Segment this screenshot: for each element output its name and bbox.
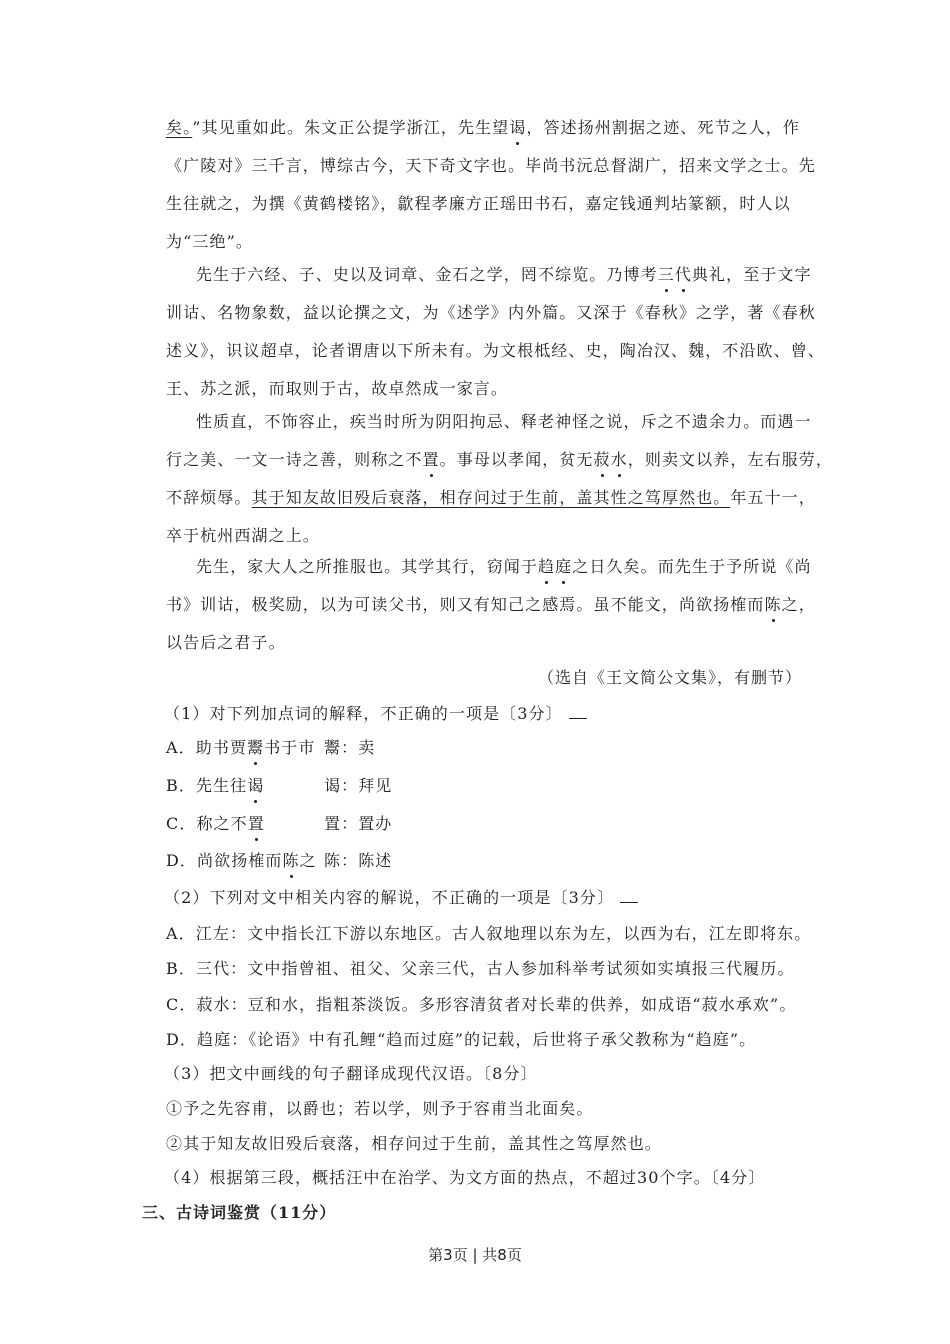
question-2-option-a: A．江左：文中指长江下游以东地区。古人叙地理以东为左，以西为右，江左即将东。 xyxy=(166,924,812,943)
source-citation: （选自《王文简公文集》，有删节） xyxy=(537,668,802,687)
passage-p3-line3: 不辞烦辱。其于知友故旧殁后衰落，相存问过于生前，盖其性之笃厚然也。年五十一， xyxy=(166,488,816,507)
passage-p2-line3: 述义》，识议超卓，论者谓唐以下所未有。为文根柢经、史，陶冶汉、魏，不沿欧、曾、 xyxy=(166,341,825,360)
answer-blank[interactable] xyxy=(569,704,587,719)
passage-p3-line4: 卒于杭州西湖之上。 xyxy=(166,526,320,545)
question-3-item-2: ②其于知友故旧殁后衰落，相存问过于生前，盖其性之笃厚然也。 xyxy=(166,1134,662,1153)
emphasis-dot-char: 菽 xyxy=(593,450,611,469)
passage-p1-line2: 《广陵对》三千言，博综古今，天下奇文字也。毕尚书沅总督湖广，招来文学之士。先 xyxy=(166,156,816,175)
answer-blank[interactable] xyxy=(620,888,638,903)
section-heading: 三、古诗词鉴赏（11分） xyxy=(142,1203,337,1222)
question-1-option-a: A．助书贾鬻书于市 鬻：卖 xyxy=(166,738,376,757)
page-footer: 第3页 | 共8页 xyxy=(428,1246,522,1264)
question-1-stem: （1）对下列加点词的解释，不正确的一项是〔3分〕 xyxy=(164,704,587,724)
question-2-option-d: D．趋庭：《论语》中有孔鲤“趋而过庭”的记载，后世将子承父教称为“趋庭”。 xyxy=(166,1030,757,1049)
emphasis-dot-char: 水 xyxy=(610,450,628,469)
passage-p4-line3: 以告后之君子。 xyxy=(166,633,286,652)
emphasis-dot-char: 趋 xyxy=(538,557,556,576)
emphasis-dot-char: 谒 xyxy=(509,118,527,137)
emphasis-dot-char: 置 xyxy=(422,450,440,469)
underlined-sentence-end: 矣。 xyxy=(166,118,193,137)
emphasis-dot-char: 庭 xyxy=(555,557,573,576)
passage-p3-line1: 性质直，不饰容止，疾当时所为阴阳拘忌、释老神怪之说，斥之不遗余力。而遇一 xyxy=(196,412,812,431)
question-1-option-b: B．先生往谒 谒：拜见 xyxy=(166,776,393,795)
question-3-item-1: ①予之先容甫，以爵也；若以学，则予于容甫当北面矣。 xyxy=(166,1099,594,1118)
passage-p2-line2: 训诂、名物象数，益以论撰之文，为《述学》内外篇。又深于《春秋》之学，著《春秋 xyxy=(166,303,816,322)
passage-p2-line4: 王、苏之派，而取则于古，故卓然成一家言。 xyxy=(166,379,509,398)
emphasis-dot-char: 代 xyxy=(674,265,692,284)
question-1-option-d: D．尚欲扬榷而陈之 陈：陈述 xyxy=(166,851,393,870)
question-3-stem: （3）把文中画线的句子翻译成现代汉语。〔8分〕 xyxy=(164,1064,538,1083)
passage-p1-line3: 生往就之，为撰《黄鹤楼铭》，歙程孝廉方正瑶田书石，嘉定钱通判坫篆额，时人以 xyxy=(166,194,791,213)
question-2-stem: （2）下列对文中相关内容的解说，不正确的一项是〔3分〕 xyxy=(164,888,638,908)
emphasis-dot-char: 鬻 xyxy=(247,738,265,757)
underlined-sentence: 其于知友故旧殁后衰落，相存问过于生前，盖其性之笃厚然也。 xyxy=(251,488,731,507)
passage-p2-line1: 先生于六经、子、史以及词章、金石之学，罔不综览。乃博考三代典礼，至于文字 xyxy=(196,265,812,284)
question-4-stem: （4）根据第三段，概括汪中在治学、为文方面的热点，不超过30个字。〔4分〕 xyxy=(164,1168,766,1187)
emphasis-dot-char: 陈 xyxy=(282,851,300,870)
emphasis-dot-char: 陈 xyxy=(764,595,782,614)
question-2-option-c: C．菽水：豆和水，指粗茶淡饭。多形容清贫者对长辈的供养，如成语“菽水承欢”。 xyxy=(166,995,797,1014)
emphasis-dot-char: 置 xyxy=(247,814,265,833)
passage-p3-line2: 行之美、一文一诗之善，则称之不置。事母以孝闻，贫无菽水，则卖文以养，左右服劳， xyxy=(166,450,833,469)
emphasis-dot-char: 三 xyxy=(657,265,675,284)
passage-p1-line4: 为“三绝”。 xyxy=(166,232,253,251)
passage-p4-line1: 先生，家大人之所推服也。其学其行，窃闻于趋庭之日久矣。而先生于予所说《尚 xyxy=(196,557,812,576)
question-2-option-b: B．三代：文中指曾祖、祖父、父亲三代，古人参加科举考试须如实填报三代履历。 xyxy=(166,959,795,978)
passage-p4-line2: 书》训诂，极奖励，以为可读父书，则又有知己之感焉。虽不能文，尚欲扬榷而陈之， xyxy=(166,595,816,614)
passage-p1-line1: 矣。”其见重如此。朱文正公提学浙江，先生望谒，答述扬州割据之迹、死节之人，作 xyxy=(166,118,801,137)
question-1-option-c: C．称之不置 置：置办 xyxy=(166,814,393,833)
emphasis-dot-char: 谒 xyxy=(247,776,265,795)
